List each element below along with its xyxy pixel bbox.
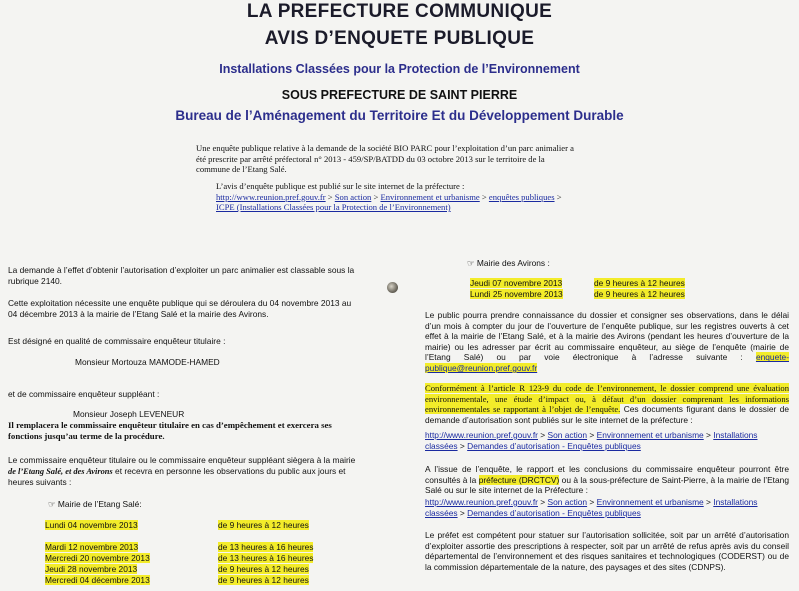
- schedule-hours: de 13 heures à 16 heures: [218, 553, 314, 563]
- link-site[interactable]: http://www.reunion.pref.gouv.fr: [425, 497, 538, 507]
- schedule-day: Jeudi 07 novembre 2013: [470, 278, 563, 288]
- link-site[interactable]: http://www.reunion.pref.gouv.fr: [216, 191, 326, 202]
- schedule-hours: de 9 heures à 12 heures: [594, 278, 685, 288]
- schedule-hours: de 9 heures à 12 heures: [218, 564, 309, 574]
- right-links-1: http://www.reunion.pref.gouv.fr > Son action > Environnement et urbanisme > Installations classées > Demandes d’autorisation - Enquêtes publiques: [425, 430, 758, 451]
- schedule-day: Mercredi 20 novembre 2013: [45, 553, 150, 563]
- schedule-hours: de 9 heures à 12 heures: [594, 289, 685, 299]
- link-environnement[interactable]: Environnement et urbanisme: [596, 497, 704, 507]
- link-environnement[interactable]: Environnement et urbanisme: [380, 191, 480, 202]
- avis-text: L’avis d’enquête publique est publié sur le site internet de la préfecture :: [216, 181, 465, 191]
- intro-text: Une enquête publique relative à la demande de la société BIO PARC pour l’exploitation d’un parc animalier a été prescrite par arrêté préfectoral n° 2013 - 459/SP/BATDD du 03 octobre 2013 sur le territoire de la commune de l’Etang Salé.: [196, 143, 574, 175]
- link-installations[interactable]: Installations classées: [425, 430, 758, 451]
- link-demandes[interactable]: Demandes d’autorisation - Enquêtes publiques: [467, 440, 641, 451]
- email-link[interactable]: enquete-publique@reunion.pref.gouv.fr: [425, 352, 789, 373]
- schedule-hours: de 9 heures à 12 heures: [218, 520, 309, 530]
- right-p2: Conformément à l’article R 123-9 du code de l’environnement, le dossier comprend une évaluation environnementale, une étude d’impact ou, à défaut d’un dossier comprenant les informations environnementales se rapportant à l’objet de l’enquête. Ces documents figurant dans le dossier de demande d’autorisation sont publiés sur le site internet de la préfecture :: [425, 383, 790, 425]
- title-prefecture: LA PREFECTURE COMMUNIQUE: [246, 1, 553, 22]
- left-p6: Le commissaire enquêteur titulaire ou le commissaire enquêteur suppléant siègera à la mairie de l’Etang Salé, et des Avirons et recevra en personne les observations du public aux jours et heures suivants :: [8, 455, 356, 488]
- bullet-icon: ☞: [467, 258, 477, 268]
- suppleant-name: Monsieur Joseph LEVENEUR: [73, 409, 185, 419]
- intro-links: L’avis d’enquête publique est publié sur le site internet de la préfecture : http://www.reunion.pref.gouv.fr > Son action > Environnement et urbanisme > enquêtes publiques > ICPE (Installations Classées pour la Protection de l’Environnement): [216, 181, 576, 213]
- left-p2: Cette exploitation nécessite une enquête publique qui se déroulera du 04 novembre 2013 au 04 décembre 2013 à la mairie de l’Etang Salé et la mairie des Avirons.: [8, 298, 352, 319]
- link-installations[interactable]: Installations classées: [425, 497, 758, 518]
- link-son-action[interactable]: Son action: [547, 430, 588, 440]
- bullet-icon: ☞: [48, 499, 58, 509]
- schedule-day: Mardi 12 novembre 2013: [45, 542, 139, 552]
- link-icpe[interactable]: ICPE (Installations Classées pour la Protection de l’Environnement): [216, 202, 451, 213]
- pin-hole: [387, 282, 398, 293]
- schedule-day: Lundi 25 novembre 2013: [470, 289, 563, 299]
- right-links-2: http://www.reunion.pref.gouv.fr > Son action > Environnement et urbanisme > Installations classées > Demandes d’autorisation - Enquêtes publiques: [425, 497, 758, 518]
- subtitle-icpe: Installations Classées pour la Protection de l’Environnement: [219, 62, 580, 76]
- schedule-day: Mercredi 04 décembre 2013: [45, 575, 150, 585]
- link-environnement[interactable]: Environnement et urbanisme: [596, 430, 704, 440]
- right-p3: A l’issue de l’enquête, le rapport et les conclusions du commissaire enquêteur pourront être consultés à la préfecture (DRCTCV) ou à la sous-préfecture de Saint-Pierre, à la mairie de l’Etang Salé ou sur le site internet de la Préfecture :: [425, 464, 789, 496]
- bureau: Bureau de l’Aménagement du Territoire Et du Développement Durable: [175, 108, 624, 123]
- left-p1: La demande à l’effet d’obtenir l’autorisation d’exploiter un parc animalier est classable sous la rubrique 2140.: [8, 265, 355, 286]
- mairie-avirons-label: ☞ Mairie des Avirons :: [467, 258, 550, 268]
- schedule-day: Lundi 04 novembre 2013: [45, 520, 138, 530]
- right-p4: Le préfet est compétent pour statuer sur l’autorisation sollicitée, soit par un arrêté d’autorisation d’exploiter assortie des prescriptions à respecter, soit par un arrêté de refus après avis du conseil départemental de l’environnement et des risques sanitaires et technologiques (CODERST) ou de la commission départementale de la nature, des paysages et des sites (CDNPS).: [425, 530, 789, 572]
- link-enquetes[interactable]: enquêtes publiques: [488, 191, 555, 202]
- link-son-action[interactable]: Son action: [547, 497, 588, 507]
- sous-prefecture: SOUS PREFECTURE DE SAINT PIERRE: [281, 88, 518, 102]
- link-site[interactable]: http://www.reunion.pref.gouv.fr: [425, 430, 538, 440]
- link-son-action[interactable]: Son action: [334, 191, 372, 202]
- link-demandes[interactable]: Demandes d’autorisation - Enquêtes publiques: [467, 507, 641, 518]
- mairie-etang-label: ☞ Mairie de l’Etang Salé:: [48, 499, 142, 509]
- left-p4: et de commissaire enquêteur suppléant :: [8, 389, 160, 399]
- schedule-day: Jeudi 28 novembre 2013: [45, 564, 138, 574]
- schedule-hours: de 13 heures à 16 heures: [218, 542, 314, 552]
- right-p1: Le public pourra prendre connaissance du dossier et consigner ses observations, dans le délai d’un mois à compter du jour de l’ouverture de l’enquête publique, sur les registres ouverts à cet effet à la mairie de l’Etang Salé, et à la mairie des Avirons (pendant les heures d’ouverture de la mairie) ou les adresser par écrit au commissaire enquêteur, au siège de l’enquête (mairie de l’Etang Salé) ou par voie électronique à l’adresse suivante : enquete-publique@reunion.pref.gouv.fr: [425, 310, 789, 373]
- schedule-hours: de 9 heures à 12 heures: [218, 575, 309, 585]
- left-p3: Est désigné en qualité de commissaire enquêteur titulaire :: [8, 336, 226, 346]
- left-p5: Il remplacera le commissaire enquêteur titulaire en cas d’empêchement et exercera ses fonctions jusqu’au terme de la procédure.: [8, 420, 332, 441]
- title-avis: AVIS D’ENQUETE PUBLIQUE: [264, 28, 535, 49]
- titulaire-name: Monsieur Mortouza MAMODE-HAMED: [75, 357, 220, 367]
